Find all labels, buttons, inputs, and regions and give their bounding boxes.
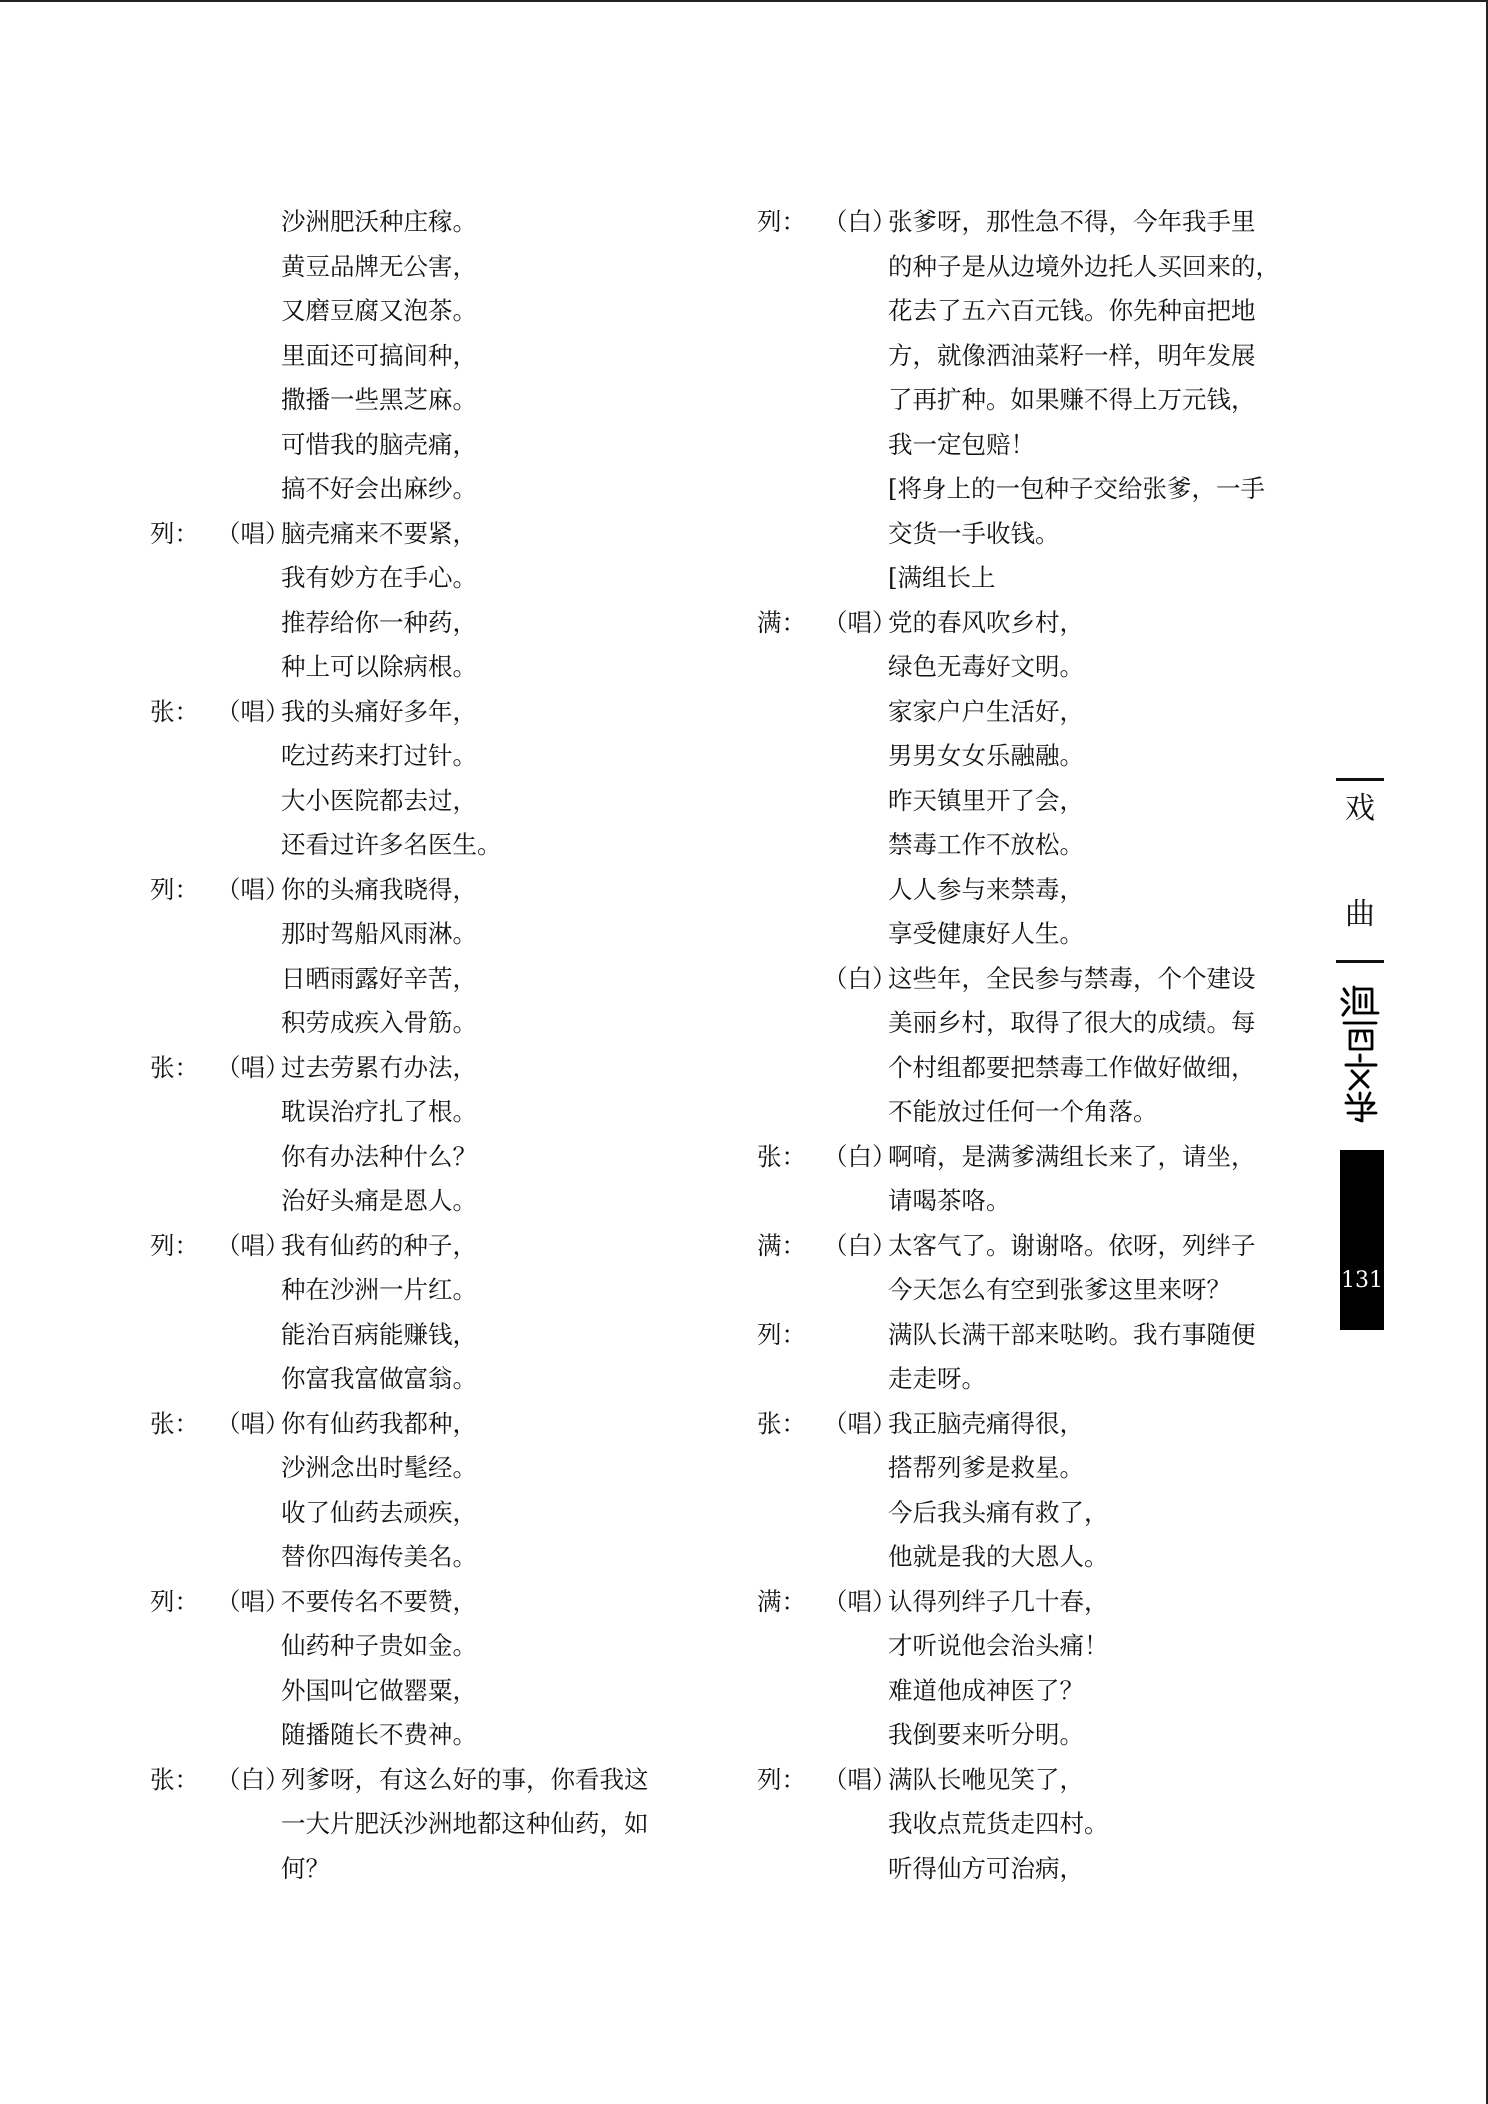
script-text: 难道他成神医了？ [888, 1675, 1084, 1705]
right-column-line [757, 1313, 1317, 1358]
left-column-line [150, 378, 690, 423]
left-column-line [150, 1847, 690, 1892]
right-column-line [757, 1357, 1317, 1402]
speaker-label: 满： [757, 1586, 806, 1616]
left-column-line [150, 1669, 690, 1714]
delivery-mode-label: （唱） [216, 1586, 290, 1616]
right-column-line [757, 690, 1317, 735]
script-text: 列爹呀，有这么好的事，你看我这 [281, 1764, 649, 1794]
left-column-line [150, 912, 690, 957]
delivery-mode-label: （唱） [216, 518, 290, 548]
script-text: 昨天镇里开了会， [888, 785, 1084, 815]
section-char-1: 戏 [1345, 791, 1375, 826]
left-column-line [150, 1580, 690, 1625]
script-text: 啊唷，是满爹满组长来了，请坐， [888, 1141, 1256, 1171]
script-text: 还看过许多名医生。 [281, 830, 502, 859]
left-column-line [150, 423, 690, 468]
script-text: 的种子是从边境外边托人买回来的， [888, 251, 1280, 281]
script-text: 交货一手收钱。 [888, 518, 1060, 548]
script-text: 耽误治疗扎了根。 [281, 1097, 477, 1126]
left-column-line [150, 1046, 690, 1091]
right-column-line [757, 1001, 1317, 1046]
left-column-line [150, 245, 690, 290]
script-text: 了再扩种。如果赚不得上万元钱， [888, 385, 1256, 414]
script-text: 可惜我的脑壳痛， [281, 429, 477, 459]
script-text: 仙药种子贵如金。 [281, 1631, 477, 1660]
right-column-line [757, 289, 1317, 334]
side-rule-bottom [1336, 960, 1384, 963]
script-text: 党的春风吹乡村， [888, 607, 1084, 637]
script-text: 认得列绊子几十春， [888, 1586, 1109, 1616]
script-text: 太客气了。谢谢咯。依呀，列绊子 [888, 1230, 1256, 1260]
script-text: 我正脑壳痛得很， [888, 1408, 1084, 1438]
right-column-line [757, 957, 1317, 1002]
side-rule-top [1336, 778, 1384, 781]
script-text: 过去劳累冇办法， [281, 1052, 477, 1082]
script-text: 黄豆品牌无公害， [281, 251, 477, 281]
delivery-mode-label: （唱） [216, 874, 290, 904]
script-text: 方，就像洒油菜籽一样，明年发展 [888, 340, 1256, 370]
right-column-line [757, 1491, 1317, 1536]
left-column-line [150, 1758, 690, 1803]
script-text: 撒播一些黑芝麻。 [281, 385, 477, 414]
right-column-line [757, 1135, 1317, 1180]
speaker-label: 列： [757, 207, 806, 236]
script-text: 满队长满干部来哒哟。我冇事随便 [888, 1319, 1256, 1349]
left-column-line [150, 467, 690, 512]
script-text: 种上可以除病根。 [281, 652, 477, 681]
right-column-line [757, 868, 1317, 913]
speaker-label: 列： [150, 1586, 199, 1616]
script-text: 走走呀。 [888, 1364, 986, 1393]
right-column-line [757, 1624, 1317, 1669]
left-column-line [150, 690, 690, 735]
left-column-line [150, 957, 690, 1002]
script-text: 张爹呀，那性急不得，今年我手里 [888, 207, 1256, 236]
delivery-mode-label: （白） [216, 1764, 290, 1794]
left-column-line [150, 1491, 690, 1536]
left-column-line [150, 1402, 690, 1447]
speaker-label: 张： [150, 696, 199, 726]
right-column-line [757, 334, 1317, 379]
script-text: 搭帮列爹是救星。 [888, 1453, 1084, 1482]
script-text: 今天怎么有空到张爹这里来呀？ [888, 1275, 1231, 1304]
right-column-line [757, 1669, 1317, 1714]
delivery-mode-label: （白） [823, 207, 897, 236]
speaker-label: 列： [150, 518, 199, 548]
left-column-line [150, 200, 690, 245]
script-text: 我有仙药的种子， [281, 1230, 477, 1260]
left-column-line [150, 334, 690, 379]
script-text: 随播随长不费神。 [281, 1720, 477, 1749]
right-column-line [757, 245, 1317, 290]
delivery-mode-label: （唱） [216, 1052, 290, 1082]
left-column-line [150, 1357, 690, 1402]
right-column-line [757, 200, 1317, 245]
script-text: [将身上的一包种子交给张爹，一手 [888, 474, 1266, 503]
right-column-line [757, 1046, 1317, 1091]
script-text: 我的头痛好多年， [281, 696, 477, 726]
top-border-line [0, 0, 1488, 2]
left-column-line [150, 1268, 690, 1313]
speaker-label: 张： [757, 1141, 806, 1171]
speaker-label: 张： [757, 1408, 806, 1438]
right-column-line [757, 556, 1317, 601]
script-text: 一大片肥沃沙洲地都这种仙药，如 [281, 1809, 649, 1838]
speaker-label: 列： [757, 1764, 806, 1794]
speaker-label: 张： [150, 1764, 199, 1794]
left-column-line [150, 823, 690, 868]
script-text: 能治百病能赚钱， [281, 1319, 477, 1349]
right-column-line [757, 1535, 1317, 1580]
script-text: 享受健康好人生。 [888, 919, 1084, 948]
left-column-line [150, 1713, 690, 1758]
script-text: 你有仙药我都种， [281, 1408, 477, 1438]
left-column-line [150, 734, 690, 779]
delivery-mode-label: （白） [823, 1141, 897, 1171]
script-text: 不能放过任何一个角落。 [888, 1097, 1158, 1126]
speaker-label: 列： [150, 874, 199, 904]
speaker-label: 张： [150, 1408, 199, 1438]
script-text: 请喝茶咯。 [888, 1186, 1011, 1215]
delivery-mode-label: （唱） [823, 607, 897, 637]
script-text: 我有妙方在手心。 [281, 563, 477, 592]
script-text: 花去了五六百元钱。你先种亩把地 [888, 296, 1256, 325]
script-text: 你有办法种什么？ [281, 1141, 477, 1171]
script-text: 满队长咃见笑了， [888, 1764, 1084, 1794]
section-char-2: 曲 [1345, 897, 1375, 932]
script-text: 日晒雨露好辛苦， [281, 963, 477, 993]
left-column-line [150, 556, 690, 601]
left-column-line [150, 1535, 690, 1580]
script-text: 个村组都要把禁毒工作做好做细， [888, 1052, 1256, 1082]
script-text: 他就是我的大恩人。 [888, 1542, 1109, 1571]
right-column-line [757, 423, 1317, 468]
script-text: 今后我头痛有救了， [888, 1497, 1109, 1527]
script-text: 治好头痛是恩人。 [281, 1186, 477, 1215]
right-column-line [757, 1580, 1317, 1625]
script-text: 吃过药来打过针。 [281, 741, 477, 770]
script-text: 才听说他会治头痛！ [888, 1631, 1109, 1660]
right-column-line [757, 601, 1317, 646]
left-column-line [150, 1224, 690, 1269]
right-column-line [757, 467, 1317, 512]
right-column-line [757, 1802, 1317, 1847]
delivery-mode-label: （唱） [823, 1764, 897, 1794]
left-column-line [150, 1135, 690, 1180]
script-text: 绿色无毒好文明。 [888, 652, 1084, 681]
delivery-mode-label: （唱） [216, 1408, 290, 1438]
left-column-line [150, 645, 690, 690]
right-column-line [757, 1402, 1317, 1447]
script-text: 替你四海传美名。 [281, 1542, 477, 1571]
right-column-line [757, 734, 1317, 779]
speaker-label: 满： [757, 1230, 806, 1260]
right-column-line [757, 378, 1317, 423]
page-number-block [1340, 1150, 1384, 1330]
journal-logo-calligraphy [1338, 983, 1382, 1123]
left-column-line [150, 1090, 690, 1135]
right-column-line [757, 1224, 1317, 1269]
script-text: 大小医院都去过， [281, 785, 477, 815]
delivery-mode-label: （唱） [823, 1408, 897, 1438]
left-column-line [150, 868, 690, 913]
script-text: 人人参与来禁毒， [888, 874, 1084, 904]
script-text: 我收点荒货走四村。 [888, 1809, 1109, 1838]
left-column-line [150, 779, 690, 824]
delivery-mode-label: （唱） [216, 1230, 290, 1260]
script-text: 那时驾船风雨淋。 [281, 919, 477, 948]
right-column-line [757, 1179, 1317, 1224]
right-column-line [757, 1847, 1317, 1892]
speaker-label: 列： [150, 1230, 199, 1260]
script-text: 种在沙洲一片红。 [281, 1275, 477, 1304]
script-text: 美丽乡村，取得了很大的成绩。每 [888, 1008, 1256, 1037]
right-column-line [757, 1713, 1317, 1758]
speaker-label: 满： [757, 607, 806, 637]
script-text: 听得仙方可治病， [888, 1853, 1084, 1883]
left-column-line [150, 1802, 690, 1847]
left-column-line [150, 1001, 690, 1046]
script-text: 搞不好会出麻纱。 [281, 474, 477, 503]
script-text: 里面还可搞间种， [281, 340, 477, 370]
script-text: 外国叫它做罂粟， [281, 1675, 477, 1705]
speaker-label: 张： [150, 1052, 199, 1082]
right-column-line [757, 512, 1317, 557]
right-column-line [757, 1268, 1317, 1313]
page-number: 131 [1341, 1268, 1383, 1293]
script-text: 脑壳痛来不要紧， [281, 518, 477, 548]
script-text: 沙洲念出时髦经。 [281, 1453, 477, 1482]
script-text: 你富我富做富翁。 [281, 1364, 477, 1393]
delivery-mode-label: （白） [823, 963, 897, 993]
left-column-line [150, 289, 690, 334]
right-column-line [757, 1090, 1317, 1135]
script-text: 我倒要来听分明。 [888, 1720, 1084, 1749]
script-text: 这些年，全民参与禁毒，个个建设 [888, 963, 1256, 993]
script-text: 积劳成疾入骨筋。 [281, 1008, 477, 1037]
right-column-line [757, 779, 1317, 824]
right-column-line [757, 645, 1317, 690]
left-column-line [150, 1179, 690, 1224]
right-script-column [757, 200, 1317, 1891]
left-column-line [150, 1313, 690, 1358]
delivery-mode-label: （白） [823, 1230, 897, 1260]
script-text: 不要传名不要赞， [281, 1586, 477, 1616]
script-text: 收了仙药去顽疾， [281, 1497, 477, 1527]
delivery-mode-label: （唱） [823, 1586, 897, 1616]
script-text: 你的头痛我晓得， [281, 874, 477, 904]
script-text: 家家户户生活好， [888, 696, 1084, 726]
delivery-mode-label: （唱） [216, 696, 290, 726]
left-column-line [150, 1446, 690, 1491]
right-column-line [757, 1446, 1317, 1491]
script-text: 男男女女乐融融。 [888, 741, 1084, 770]
script-text: 沙洲肥沃种庄稼。 [281, 207, 477, 236]
script-text: 推荐给你一种药， [281, 607, 477, 637]
script-text: 禁毒工作不放松。 [888, 830, 1084, 859]
left-script-column [150, 200, 690, 1891]
speaker-label: 列： [757, 1319, 806, 1349]
script-text: [满组长上 [888, 563, 996, 592]
right-column-line [757, 1758, 1317, 1803]
script-text: 我一定包赔！ [888, 429, 1035, 459]
script-text: 又磨豆腐又泡茶。 [281, 296, 477, 325]
left-column-line [150, 601, 690, 646]
script-text: 何？ [281, 1853, 330, 1883]
left-column-line [150, 512, 690, 557]
left-column-line [150, 1624, 690, 1669]
right-column-line [757, 823, 1317, 868]
right-column-line [757, 912, 1317, 957]
